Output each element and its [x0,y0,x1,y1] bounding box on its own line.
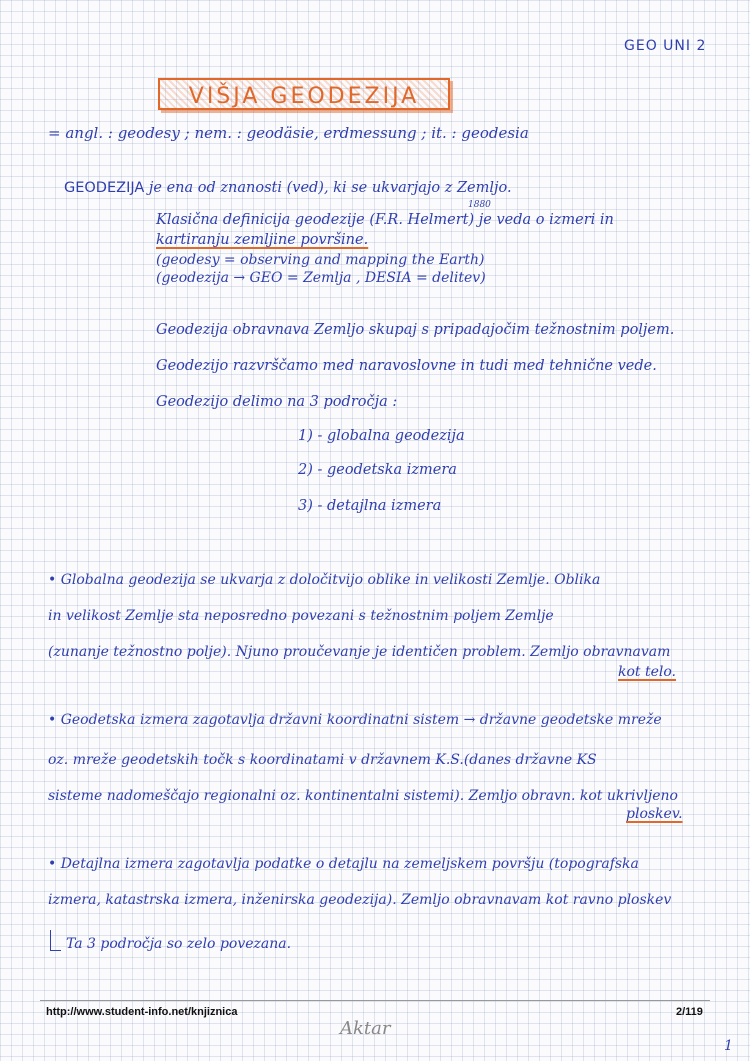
closing-line: Ta 3 področja so zelo povezana. [66,936,292,952]
divides-line: Geodezijo delimo na 3 področja : [156,394,398,410]
detail-line-2: izmera, katastrska izmera, inženirska geodezija). Zemljo obravnavam kot ravno ploskev [48,892,672,908]
survey-line-1: • Geodetska izmera zagotavlja državni koordinatni sistem → državne geodetske mreže [48,712,662,728]
english-definition: (geodesy = observing and mapping the Earth) [156,252,485,268]
ranks-line: Geodezijo razvrščamo med naravoslovne in tudi med tehnične vede. [156,358,657,374]
survey-line-2: oz. mreže geodetskih točk s koordinatami v državnem K.S.(danes državne KS [48,752,597,768]
area-item-2: 2) - geodetska izmera [298,462,457,478]
global-line-3: (zunanje težnostno polje). Njuno proučevanje je identičen problem. Zemljo obravnavam [48,644,671,660]
page-tag: GEO UNI 2 [624,38,707,54]
footer-page-number: 2/119 [676,1006,703,1018]
definition-rest: je ena od znanosti (ved), ki se ukvarjajo z Zemljo. [148,180,512,196]
definition-intro [64,180,512,196]
area-item-3: 3) - detajlna izmera [298,498,442,514]
footer-divider [40,1000,710,1001]
global-line-1: • Globalna geodezija se ukvarja z določitvijo oblike in velikosti Zemlje. Oblika [48,572,601,588]
helmert-line-2: kartiranju zemljine površine. [156,232,369,248]
translations-line: = angl. : geodesy ; nem. : geodäsie, erdmessung ; it. : geodesia [48,124,529,142]
page-title: VIŠJA GEODEZIJA [188,84,420,109]
arrow-bracket-icon [50,930,61,951]
footer-url[interactable]: http://www.student-info.net/knjiznica [46,1006,238,1018]
survey-line-4: ploskev. [626,806,683,822]
title-box [158,78,450,110]
global-line-4: kot telo. [618,664,677,680]
global-line-2: in velikost Zemlje sta neposredno povezani s težnostnim poljem Zemlje [48,608,554,624]
definition-term: GEODEZIJA [64,180,145,196]
detail-line-1: • Detajlna izmera zagotavlja podatke o detajlu na zemeljskem površju (topografska [48,856,639,872]
publisher-logo: Aktar [340,1018,391,1039]
greek-definition: (geodezija → GEO = Zemlja , DESIA = delitev) [156,270,486,286]
helmert-line-1: Klasična definicija geodezije (F.R. Helmert) je veda o izmeri in [156,212,614,228]
treats-line: Geodezija obravnava Zemljo skupaj s pripadajočim težnostnim poljem. [156,322,675,338]
helmert-year: 1880 [468,200,491,210]
area-item-1: 1) - globalna geodezija [298,428,465,444]
corner-number: 1 [724,1038,733,1054]
survey-line-3: sisteme nadomeščajo regionalni oz. kontinentalni sistemi). Zemljo obravn. kot ukrivljeno [48,788,678,804]
